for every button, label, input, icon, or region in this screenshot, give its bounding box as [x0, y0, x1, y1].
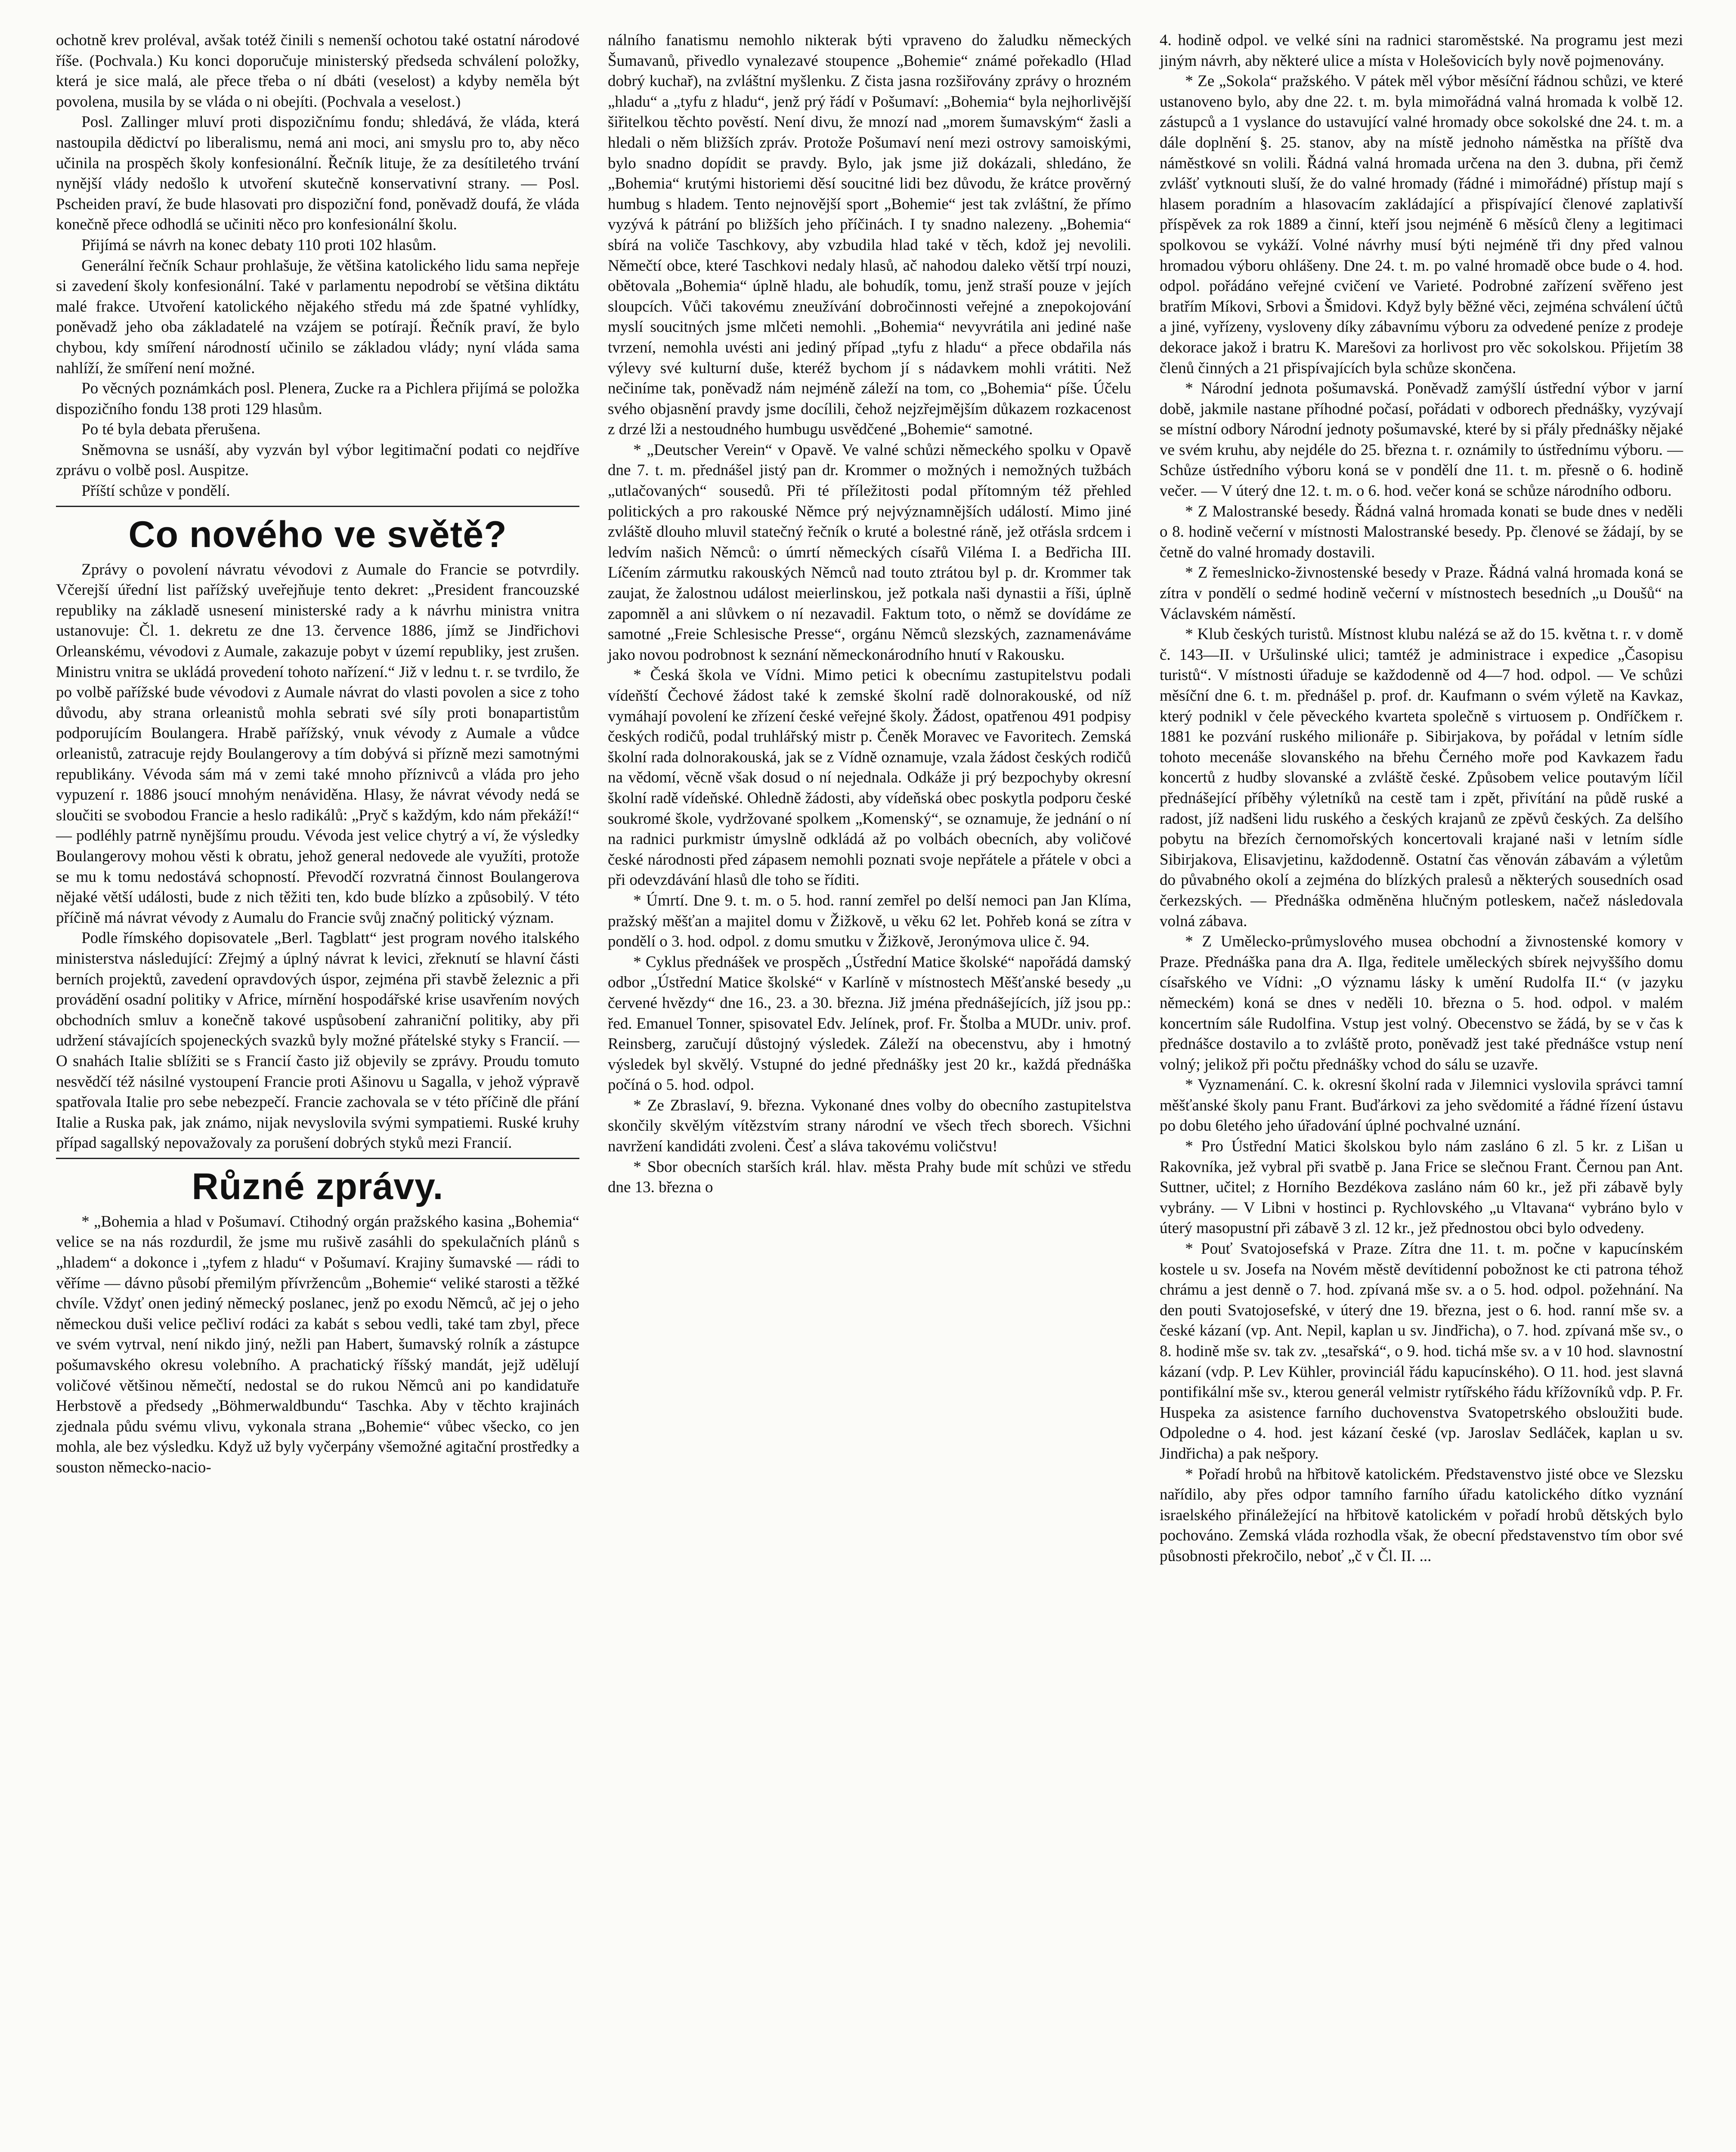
column-2 [603, 30, 1136, 2152]
article-paragraph: * Sbor obecních starších král. hlav. města Prahy bude mít schůzi ve středu dne 13. března o [608, 1158, 1131, 1197]
article-paragraph: * Klub českých turistů. Místnost klubu nalézá se až do 15. května t. r. v domě č. 143—II. v Uršulinské ulici; tamtéž je administrace i expedice „Časopisu turistů“. V místnosti úřaduje se každodenně od 4—7 hod. odpol. — Ve schůzi měsíční dne 6. t. m. přednášel p. prof. dr. Kaufmann o svém výletě na Kavkaz, který podnikl v čele pěveckého kvarteta společně s virtuosem p. Ondříčkem r. 1881 ke pozvání ruského milionáře p. Sibirjakova, by pořádal v letním sídle tohoto mecenáše slovanského na břehu Černého moře pod Kavkazem řadu koncertů z hudby slovanské a zvláště české. Způsobem velice poutavým líčil přednášející příběhy výletníků na cestě tam i zpět, přivítání na půdě ruské a radost, jíž nadšeni lidu ruského a českých krajanů ze zpěvů českých. Za delšího pobytu na březích černomořských koncertovali krajané naši v letním sídle Sibirjakova, Elisavjetinu, každodenně. Ostatní čas věnován zábavám a výletům do půvabného okolí a zejména do blízkých pralesů a některých sousedních osad čerkezských. — Přednáška odměněna hlučným potleskem, načež následovala volná zábava. [1160, 625, 1683, 930]
article-paragraph: * Z Umělecko-průmyslového musea obchodní a živnostenské komory v Praze. Přednáška pana dra A. Ilga, ředitele uměleckých sbírek nejvyššího domu císařského ve Vídni: „O významu lásky k umění Rudolfa II.“ (v jazyku německém) koná se dnes v neděli 10. března o 5. hod. odpol. v malém koncertním sále Rudolfina. Vstup jest volný. Obecenstvo se žádá, by se v čas k přednášce dostavilo a to zvláště proto, poněvadž jest také přednášce vstup není volný; jelikož při počtu přednášky vchod do sálu se uzavře. [1160, 933, 1683, 1073]
column-3 [1155, 30, 1687, 2152]
article-paragraph: * Ze Zbraslaví, 9. března. Vykonané dnes volby do obecního zastupitelstva skončily skvělým vítězstvím strany národní ve všech třech sborech. Všichni navržení kandidáti zvoleni. Česť a sláva takovému voličstvu! [608, 1096, 1131, 1156]
article-paragraph: * Česká škola ve Vídni. Mimo petici k obecnímu zastupitelstvu podali vídeňští Čechové žádost také k zemské školní radě dolnorakouské, od níž vymáhají povolení ke zřízení české veřejné školy. Žádost, opatřenou 491 podpisy českých rodičů, podal truhlářský mistr p. Čeněk Moravec ve Favoritech. Zemská školní rada dolnorakouská, jak se z Vídně oznamuje, vzala žádost českých rodičů na vědomí, věcně však dosud o ní nejednala. Odkáže ji prý bezpochyby okresní školní radě vídeňské. Ohledně žádosti, aby vídeňská obec poskytla podporu české soukromé škole, vydržované spolkem „Komenský“, se oznamuje, že jednání o ní na radnici purkmistr úmyslně odkládá až po volbách obecních, aby voličové české národnosti před zápasem nemohli poznati svoje nepřátele a přátele v obci a při odevzdávání hlasů dle toho se říditi. [608, 666, 1131, 889]
article-paragraph: * Z řemeslnicko-živnostenské besedy v Praze. Řádná valná hromada koná se zítra v pondělí o sedmé hodině večerní v místnostech besedních „u Doušů“ na Václavském náměstí. [1160, 564, 1683, 623]
col1-misc-news [56, 1212, 579, 1478]
article-paragraph: Přijímá se návrh na konec debaty 110 proti 102 hlasům. [81, 236, 436, 254]
article-paragraph: * Pouť Svatojosefská v Praze. Zítra dne 11. t. m. počne v kapucínském kostele u sv. Josefa na Novém městě devítidenní pobožnost ke cti patrona téhož chrámu a jest denně o 7. hod. zpívaná mše sv. a o 5. hod. odpol. požehnání. Na den pouti Svatojosefské, v úterý dne 19. března, jest o 6. hod. ranní mše sv. a české kázaní (vp. Ant. Nepil, kaplan u sv. Jindřicha), o 7. hod. zpívaná mše sv., o 8. hodině mše sv. tak zv. „tesařská“, o 9. hod. tichá mše sv. a v 10 hod. slavnostní kázaní (vdp. P. Lev Kühler, provinciál řádu kapucínského). O 11. hod. jest slavná pontifikální mše sv., kterou generál velmistr rytířského řádu křížovníků vdp. P. Fr. Huspeka za asistence farního duchovenstva Svatopetrského obsloužiti bude. Odpoledne o 4. hod. jest kázaní české (vp. Jaroslav Sedláček, kaplan u sv. Jindřicha) a pak nešpory. [1160, 1240, 1683, 1462]
article-paragraph: * „Bohemia a hlad v Pošumaví. Ctihodný orgán pražského kasina „Bohemia“ velice se na nás rozdurdil, že jsme mu rušivě zasáhli do spekulačních plánů s „hladem“ a dokonce i „tyfem z hladu“ v Pošumaví. Krajiny šumavské — rádi to věříme — dávno působí přemilým přívržencům „Bohemie“ veliké starosti a těžké chvíle. Vždyť onen jediný německý poslanec, jenž po exodu Němců, ač jej o jeho německou duši velice pečliví rodáci za kabát s sebou vedli, také tam zbyl, přece ve svém vytrval, není nikdo jiný, nežli pan Habert, šumavský rolník a zástupce pošumavského okresu volebního. A prachatický říšský mandát, jejž udělují voličové většinou němečtí, nedostal se do rukou Němců ani po kandidatuře Herbstově a předsedy „Böhmerwaldbundu“ Taschka. Aby v těchto krajinách zjednala půdu svému vlivu, vykonala strana „Bohemie“ vůbec všecko, co jen mohla, ale bez výsledku. Když už byly vyčerpány všemožné agitační prostředky a souston německo-nacio- [56, 1212, 579, 1476]
article-paragraph: ochotně krev proléval, avšak totéž činili s nemenší ochotou také ostatní národové říše. (Pochvala.) Ku konci doporučuje ministerský předseda schválení položky, která je sice malá, ale přece třeba o ní dbáti (veselost) a kdyby neměla být povolena, musila by se vláda o ni obejíti. (Pochvala a veselost.) [56, 31, 579, 111]
column-1 [52, 30, 584, 2152]
article-paragraph: * Ze „Sokola“ pražského. V pátek měl výbor měsíční řádnou schůzi, ve které ustanoveno bylo, aby dne 22. t. m. byla mimořádná valná hromada k volbě 12. zástupců a 1 vyslance do ustavující valné hromady obce sokolské dne 24. t. m. a dále doplnění §. 25. stanov, aby na místě jednoho náměstka na příště dva náměstkové sn volili. Řádná valná hromada určena na den 3. dubna, při čemž zvlášť vytknouti sluší, že do valné hromady (řádné i mimořádné) přístup mají s hlasem poradním a hlasovacím zakládající a přispívající členové zaplativší příspěvek za rok 1889 a činní, kteří jsou nejméně 6 měsíců členy a legitimaci spolkovou se vykáží. Volné návrhy musí býti nejméně tři dny před valnou hromadou výboru ohlášeny. Dne 24. t. m. po valné hromadě obce bude o 4. hod. odpol. pořádáno veřejné cvičení ve Varieté. Podrobné zařízení svěřeno jest bratřím Míkovi, Srbovi a Šmidovi. Když byly běžné věci, zejména schválení účtů a jiné, vyřízeny, vysloveny díky zábavnímu výboru za odvedené peníze z prodeje dekorace jakož i bratru K. Marešovi za horlivost pro věc sokolskou. Přijetím 38 členů činných a 21 přispívajících byla schůze skončena. [1160, 72, 1683, 377]
article-paragraph: 4. hodině odpol. ve velké síni na radnici staroměstské. Na programu jest mezi jiným návrh, aby některé ulice a místa v Holešovicích byly nově pojmenovány. [1160, 31, 1683, 70]
section-title-co-noveho: Co nového ve světě? [128, 513, 507, 555]
article-paragraph: Zprávy o povolení návratu vévodovi z Aumale do Francie se potvrdily. Včerejší úřední list pařížský uveřejňuje tento dekret: „President francouzské republiky na základě usnesení ministerské rady a k návrhu ministra vnitra ustanovuje: Čl. 1. dekretu ze dne 13. července 1886, jímž se Jindřichovi Orleanskému, vévodovi z Aumale, zakazuje pobyt v území republiky, jest zrušen. Ministru vnitra se ukládá provedení tohoto nařízení.“ Již v lednu t. r. se tvrdilo, že po volbě pařížské bude vévodovi z Aumale návrat do vlasti povolen a sice z toho důvodu, aby strana orleanistů mohla sebrati své síly proti bonapartistům podporujícím Boulangera. Hrabě pařížský, vnuk vévody z Aumale a vůdce orleanistů, zatracuje rejdy Boulangerovy a tím dobývá si přízně mezi samotnými republikány. Vévoda sám má v zemi také mnoho příznivců a vláda pro jeho vypuzení r. 1886 jsoucí mnohým nenáviděna. Hlasy, že návrat vévody nedá se sloučiti se svobodou Francie a heslo radikálů: „Pryč s každým, kdo nám překáží!“ — podléhly patrně nynějšímu proudu. Vévoda jest velice chytrý a ví, že výsledky Boulangerovy mohou věsti k obratu, jehož general nedovede ale využíti, protože se mu k tomu nedostává schopností. Převodčí rozvratná činnost Boulangerova nějaké větší události, bude z nich těžiti ten, kdo bude blízko a způsobilý. V této příčině má návrat vévody z Aumalu do Francie svůj značný politický význam. [56, 560, 579, 927]
newspaper-page [52, 30, 1687, 2152]
article-paragraph: * „Deutscher Verein“ v Opavě. Ve valné schůzi německého spolku v Opavě dne 7. t. m. přednášel jistý pan dr. Krommer o možných i nemožných tužbách „utlačovaných“ sousedů. Při té příležitosti podal přítomným též přehled politických a pro rakouské Němce prý nejvýznamnějších událostí. Mimo jiné zvláště dlouho mluvil statečný řečník o kruté a bolestné ráně, jež otřásla srdcem i ledvím našich Němců: o úmrtí německých císařů Viléma I. a Bedřicha III. Líčením zármutku rakouských Němců nad touto ztrátou byl p. dr. Krommer tak zaujat, že žalostnou událost meierlinskou, jež potkala naši dynastii a říši, úplně zapomněl a ani slůvkem o ní nezavadil. Faktum toto, o němž se dovídáme ze samotné „Freie Schlesische Presse“, orgánu Němců slezských, zaznamenáváme jako novou podrobnost k seznání německonárodního hnutí v Rakousku. [608, 441, 1131, 664]
article-paragraph: Generální řečník Schaur prohlašuje, že většina katolického lidu sama nepřeje si zavedení školy konfesionální. Také v parlamentu nepodrobí se většina diktátu malé frakce. Utvoření katolického nějakého středu má zde špatné vyhlídky, poněvadž jeho oba základatelé na vzájem se potírají. Řečník praví, že bylo chybou, kdy smíření národností učinilo se základou vlády; nyní vláda sama nahlíží, že smíření není možné. [56, 257, 579, 377]
col1-paragraphs [56, 30, 579, 501]
article-paragraph: * Z Malostranské besedy. Řádná valná hromada konati se bude dnes v neděli o 8. hodině večerní v místnosti Malostranské besedy. Pp. členové se žádají, by se četně do valné hromady dostavili. [1160, 502, 1683, 561]
article-paragraph: * Cyklus přednášek ve prospěch „Ústřední Matice školské“ napořádá damský odbor „Ústřední Matice školské“ v Karlíně v místnostech Měšťanské besedy „u červené hvězdy“ dne 16., 23. a 30. března. Již jména přednášejících, jíž jsou pp.: řed. Emanuel Tonner, spisovatel Edv. Jelínek, prof. Fr. Štolba a MUDr. univ. prof. Reinsberg, zaručují důstojný výsledek. Záleží na obecenstvu, aby i hmotný výsledek byl skvělý. Vstupné do jedné přednášky jest 20 kr., každá přednáška počíná o 5. hod. odpol. [608, 953, 1131, 1094]
col1-world-news [56, 560, 579, 1153]
article-paragraph: Po té byla debata přerušena. [81, 421, 261, 439]
article-paragraph: Posl. Zallinger mluví proti dispozičnímu fondu; shledává, že vláda, která nastoupila dědictví po liberalismu, nemá ani moci, ani smyslu pro to, aby něco učinila na prospěch školy konfesionální. Řečník lituje, že za desítiletého trvání nynější vlády nedošlo k utvoření skutečně konservativní strany. — Posl. Pscheiden praví, že bude hlasovati pro dispoziční fond, poněvadž doufá, že vláda konečně přece odhodlá se učiniti něco pro konfesionální školu. [56, 113, 579, 234]
article-paragraph: Sněmovna se usnáší, aby vyzván byl výbor legitimační podati co nejdříve zprávu o volbě posl. Auspitze. [56, 441, 579, 479]
section-title-ruzne: Různé zprávy. [192, 1166, 444, 1207]
article-paragraph: * Pořadí hrobů na hřbitově katolickém. Představenstvo jisté obce ve Slezsku nařídilo, aby přes odpor tamního farního úřadu katolického dítko vyznání israelského přináležející na hřbitově katolickém v pořadí hrobů dětských bylo pochováno. Zemská vláda rozhodla však, že obecní představenstvo tím obor své působnosti překročilo, neboť „č v Čl. II. ... [1160, 1465, 1683, 1565]
section-rule [56, 506, 579, 507]
article-paragraph: Příští schůze v pondělí. [81, 482, 230, 500]
article-paragraph: * Úmrtí. Dne 9. t. m. o 5. hod. ranní zemřel po delší nemoci pan Jan Klíma, pražský měšťan a majitel domu v Žižkově, u věku 62 let. Pohřeb koná se zítra v pondělí o 3. hod. odpol. z domu smutku v Žižkově, Jeronýmova ulice č. 94. [608, 891, 1131, 951]
article-paragraph: Podle římského dopisovatele „Berl. Tagblatt“ jest program nového italského ministerstva následující: Zřejmý a úplný návrat k levici, zřeknutí se hlavní části berních projektů, zavedení opravdových úspor, zejména při stavbě železnic a při provádění osadní politiky v Africe, mírnění hospodářské krise usavřením nových obchodních smluv a konečně takové uspůsobení zahraniční politiky, aby při udržení stávajících spojeneckých svazků byly možné přátelské styky s Francií. — O snahách Italie sblížiti se s Francií často již objevily se zprávy. Proudu tomuto nesvědčí též násilné vystoupení Francie proti Ašinovu u Sagalla, v jehož výpravě spatřovala Italie pro sebe nebezpečí. Francie zachovala se v této příčině dle přání Italie a Ruska pak, jak známo, nijak nevyslovila svými sympatiemi. Ruské kruhy případ sagallský nepovažovaly za porušení dobrých styků mezi Francií. [56, 929, 579, 1152]
article-paragraph: Po věcných poznámkách posl. Plenera, Zucke ra a Pichlera přijímá se položka dispozičního fondu 138 proti 129 hlasům. [56, 380, 579, 418]
article-paragraph: nálního fanatismu nemohlo nikterak býti vpraveno do žaludku německých Šumavanů, přivedlo vynalezavé stoupence „Bohemie“ známé pořekadlo (Hlad dobrý kuchař), na zvláštní myšlenku. Z čista jasna rozšiřovány zprávy o hrozném „hladu“ a „tyfu z hladu“, jenž prý řádí v Pošumaví: „Bohemia“ byla nejhorlivější šiřitelkou těchto pověstí. Není divu, že mnozí nad „morem šumavským“ žasli a hledali o něm bližších zpráv. Protože Pošumaví není mezi ostrovy samoiskými, bylo snadno dopídit se pravdy. Bylo, jak jsme již dokázali, shledáno, že „Bohemia“ krutými historiemi děsí soucitné lidi bez důvodu, že krátce prověrný humbug s hladem. Tento nejnovější sport „Bohemie“ jest tak zvláštní, že přímo vyzývá k pátrání po bližších jeho příčinách. I ty snadno nalezeny. „Bohemia“ sbírá na voliče Taschkovy, aby vzbudila hlad také v těch, kdož jej nevolili. Němečtí obce, které Taschkovi nedaly hlasů, ač nahodou daleko větší trpí nouzi, obětovala „Bohemia“ úplně hladu, ale bohudík, tomu, jenž straší pouze v jejích sloupcích. Vůči takovému zneužívání dobročinnosti veřejné a znepokojování myslí soucitných jsme mlčeti nemohli. „Bohemia“ nevyvrátila ani jediné naše tvrzení, nemohla uvésti ani jediný případ „tyfu z hladu“ a přece obdařila nás výlevy své kulturní duše, kteréž bychom jí s nádavkem mohli vrátiti. Než nečiníme tak, poněvadž nám nejméně záleží na tom, co „Bohemia“ píše. Účelu svého objasnění pravdy jsme docílili, čehož nejzřejmějším důkazem rozkacenost z drzé lži a nestoudného humbugu usvědčené „Bohemie“ samotné. [608, 31, 1131, 439]
article-paragraph: * Vyznamenání. C. k. okresní školní rada v Jilemnici vyslovila správci tamní měšťanské školy panu Frant. Buďárkovi za jeho svědomité a řádné řízení ústavu po dobu 6letého jeho úřadování úplné pochvalné uznání. [1160, 1076, 1683, 1135]
article-paragraph: * Pro Ústřední Matici školskou bylo nám zasláno 6 zl. 5 kr. z Lišan u Rakovníka, jež vybral při svatbě p. Jana Frice se slečnou Frant. Černou pan Ant. Suttner, učitel; z Horního Bezdékova zasláno nám 60 kr., jež při zábavě byly vybrány. — V Libni v hostinci p. Rychlovského „u Vltavana“ vybráno bylo v úterý masopustní při zábavě 3 zl. 12 kr., jež přednostou obci bylo odvedeny. [1160, 1138, 1683, 1237]
article-paragraph: * Národní jednota pošumavská. Poněvadž zamýšlí ústřední výbor v jarní době, jakmile nastane příhodné počasí, pořádati v odborech přednášky, vyzývají se místní odbory Národní jednoty pošumavské, které by si přály přednášky nějaké ve svém kruhu, aby nejdéle do 25. března t. r. oznámily to ústřednímu výboru. — Schůze ústředního výboru koná se v pondělí dne 11. t. m. přesně o 6. hodině večer. — V úterý dne 12. t. m. o 6. hod. večer koná se schůze národního odboru. [1160, 380, 1683, 500]
section-rule [56, 1158, 579, 1159]
